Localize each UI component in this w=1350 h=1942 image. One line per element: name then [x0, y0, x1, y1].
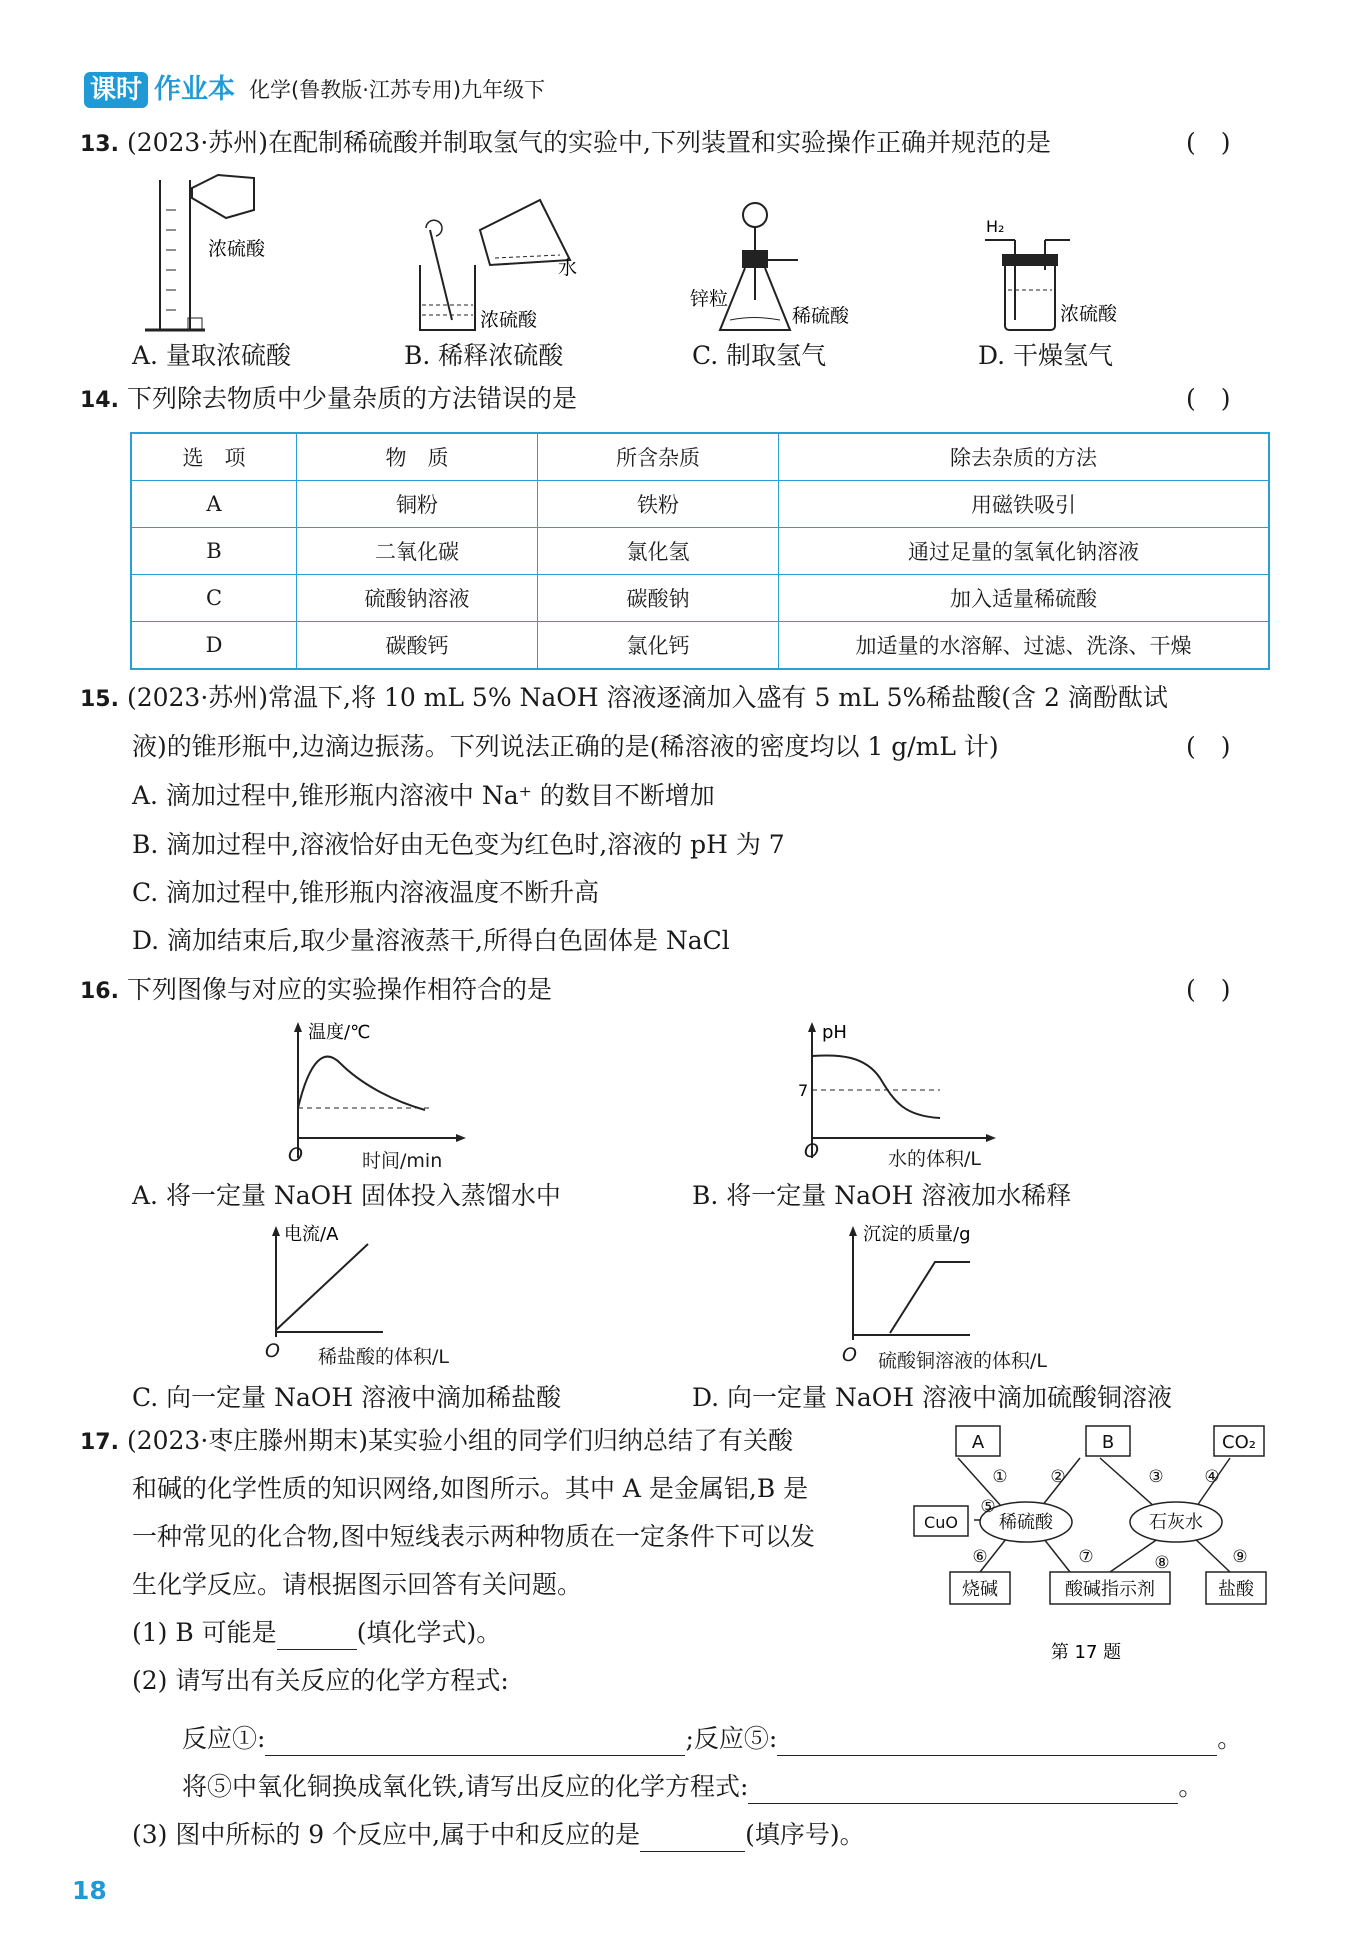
box-cuo-label: CuO — [924, 1513, 958, 1532]
box-b-label: B — [1101, 1432, 1115, 1453]
table-cell: 加入适量稀硫酸 — [779, 575, 1270, 622]
graph-c — [258, 1222, 388, 1342]
table-header-cell: 选 项 — [131, 433, 297, 481]
table-cell: 硫酸钠溶液 — [297, 575, 538, 622]
q13-option-d: D. 干燥氢气 — [978, 341, 1114, 370]
graph-b-tick: 7 — [798, 1081, 809, 1100]
table-cell: 二氧化碳 — [297, 528, 538, 575]
box-indicator-label: 酸碱指示剂 — [1065, 1579, 1155, 1600]
header-subtitle: 化学(鲁教版·江苏专用)九年级下 — [249, 78, 546, 102]
q14-text: 下列除去物质中少量杂质的方法错误的是 — [126, 384, 577, 413]
end-mark: 。 — [1178, 1772, 1204, 1801]
table-header-row — [131, 433, 1269, 481]
q15-option-c: C. 滴加过程中,锥形瓶内溶液温度不断升高 — [132, 878, 600, 907]
q17-sub2-fe — [182, 1770, 1203, 1804]
q17-sub3-prefix: (3) 图中所标的 9 个反应中,属于中和反应的是 — [132, 1820, 641, 1849]
q17-sub1 — [132, 1616, 501, 1650]
q15-stem-line1 — [80, 681, 1168, 717]
q15-line1: (2023·苏州)常温下,将 10 mL 5% NaOH 溶液逐滴加入盛有 5 mL 5%稀盐酸(含 2 滴酚酞试 — [126, 683, 1168, 712]
graph-b-xlabel: 水的体积/L — [888, 1148, 981, 1170]
label-a-acid: 浓硫酸 — [208, 238, 266, 260]
q16-number: 16. — [80, 979, 119, 1004]
graph-a-xlabel: 时间/min — [362, 1150, 443, 1172]
q15-number: 15. — [80, 687, 119, 712]
q13-answer-bracket: ( ) — [1186, 128, 1231, 157]
reaction-num-9: ⑨ — [1232, 1547, 1248, 1567]
page-number: 18 — [72, 1876, 107, 1905]
end-mark: 。 — [1217, 1724, 1243, 1753]
flask-figure — [690, 203, 850, 330]
header — [84, 72, 545, 108]
q17-line1 — [80, 1424, 793, 1460]
q17-sub2: (2) 请写出有关反应的化学方程式: — [132, 1666, 509, 1695]
q17-sub1-prefix: (1) B 可能是 — [132, 1618, 277, 1647]
logo-text: 作业本 — [154, 74, 236, 105]
reaction-num-2: ② — [1050, 1467, 1066, 1487]
table-cell: D — [131, 622, 297, 670]
reaction-num-3: ③ — [1148, 1467, 1164, 1487]
q14-stem — [80, 382, 577, 418]
q15-option-b: B. 滴加过程中,溶液恰好由无色变为红色时,溶液的 pH 为 7 — [132, 830, 785, 859]
table-cell: 用磁铁吸引 — [779, 481, 1270, 528]
table-row — [131, 575, 1269, 622]
q15-answer-bracket: ( ) — [1186, 732, 1231, 761]
table-cell: B — [131, 528, 297, 575]
q17-sub1-suffix: (填化学式)。 — [356, 1618, 502, 1647]
label-c-acid: 稀硫酸 — [792, 305, 850, 327]
q15-option-d: D. 滴加结束后,取少量溶液蒸干,所得白色固体是 NaCl — [132, 926, 730, 955]
graph-c-caption: C. 向一定量 NaOH 溶液中滴加稀盐酸 — [132, 1383, 562, 1412]
q17-text-line4: 生化学反应。请根据图示回答有关问题。 — [132, 1570, 583, 1599]
graph-c-ylabel: 电流/A — [284, 1224, 339, 1245]
graph-b-ylabel: pH — [822, 1022, 847, 1043]
q13-text: (2023·苏州)在配制稀硫酸并制取氢气的实验中,下列装置和实验操作正确并规范的是 — [126, 128, 1051, 157]
q14-table — [130, 432, 1270, 670]
graph-c-origin: O — [265, 1340, 280, 1362]
reaction-num-8: ⑧ — [1154, 1553, 1170, 1573]
table-row — [131, 528, 1269, 575]
q15-option-a: A. 滴加过程中,锥形瓶内溶液中 Na⁺ 的数目不断增加 — [132, 781, 715, 810]
table-cell: 氯化氢 — [538, 528, 779, 575]
q17-sub2-reactions — [182, 1722, 1242, 1756]
table-row — [131, 622, 1269, 670]
table-cell: 氯化钙 — [538, 622, 779, 670]
box-co2-label: CO₂ — [1222, 1432, 1256, 1453]
answer-blank-fe2o3[interactable] — [748, 1803, 1178, 1804]
reaction-num-6: ⑥ — [972, 1547, 988, 1567]
graph-d — [835, 1222, 1025, 1347]
q17-number: 17. — [80, 1430, 119, 1455]
answer-blank-reaction5[interactable] — [777, 1755, 1217, 1756]
reaction-num-5: ⑤ — [980, 1497, 996, 1517]
reaction5-label: ;反应⑤: — [685, 1724, 778, 1753]
label-d-acid: 浓硫酸 — [1060, 303, 1118, 325]
q16-text: 下列图像与对应的实验操作相符合的是 — [126, 975, 552, 1004]
q16-stem — [80, 973, 552, 1009]
beaker-figure — [420, 200, 577, 331]
q16-answer-bracket: ( ) — [1186, 975, 1231, 1004]
q14-number: 14. — [80, 388, 119, 413]
q13-stem — [80, 126, 1051, 162]
table-cell: C — [131, 575, 297, 622]
figure-caption: 第 17 题 — [1050, 1642, 1122, 1662]
table-cell: 碳酸钠 — [538, 575, 779, 622]
q14-answer-bracket: ( ) — [1186, 384, 1231, 413]
reaction1-label: 反应①: — [182, 1724, 266, 1753]
q13-number: 13. — [80, 132, 119, 157]
table-header-cell: 物 质 — [297, 433, 538, 481]
answer-blank-reaction1[interactable] — [265, 1755, 685, 1756]
q15-line2: 液)的锥形瓶中,边滴边振荡。下列说法正确的是(稀溶液的密度均以 1 g/mL 计) — [132, 732, 999, 761]
label-d-h2: H₂ — [986, 217, 1005, 236]
answer-blank-3[interactable] — [640, 1851, 745, 1852]
graph-d-caption: D. 向一定量 NaOH 溶液中滴加硫酸铜溶液 — [692, 1383, 1173, 1412]
graph-a-ylabel: 温度/℃ — [308, 1022, 371, 1043]
table-cell: 碳酸钙 — [297, 622, 538, 670]
reaction-num-4: ④ — [1204, 1467, 1220, 1487]
fe-question-text: 将⑤中氧化铜换成氧化铁,请写出反应的化学方程式: — [182, 1772, 749, 1801]
q17-reaction-network — [910, 1422, 1280, 1662]
graph-b-caption: B. 将一定量 NaOH 溶液加水稀释 — [692, 1181, 1072, 1210]
table-header-cell: 所含杂质 — [538, 433, 779, 481]
logo-badge: 课时 — [84, 72, 148, 108]
table-cell: 通过足量的氢氧化钠溶液 — [779, 528, 1270, 575]
table-header-cell: 除去杂质的方法 — [779, 433, 1270, 481]
graph-d-ylabel: 沉淀的质量/g — [863, 1224, 971, 1245]
table-cell: 铁粉 — [538, 481, 779, 528]
reaction-num-1: ① — [992, 1467, 1008, 1487]
q17-text-line3: 一种常见的化合物,图中短线表示两种物质在一定条件下可以发 — [132, 1522, 815, 1551]
q17-text-line2: 和碱的化学性质的知识网络,如图所示。其中 A 是金属铝,B 是 — [132, 1474, 809, 1503]
graph-a-origin: O — [288, 1144, 303, 1166]
graph-c-xlabel: 稀盐酸的体积/L — [318, 1346, 449, 1368]
label-b-water: 水 — [558, 257, 578, 279]
reaction-num-7: ⑦ — [1078, 1547, 1094, 1567]
q13-option-c: C. 制取氢气 — [692, 341, 827, 370]
cylinder-figure — [145, 175, 266, 330]
label-c-zinc: 锌粒 — [690, 288, 729, 310]
table-cell: 铜粉 — [297, 481, 538, 528]
answer-blank-1[interactable] — [277, 1649, 357, 1650]
oval-lime-label: 石灰水 — [1149, 1512, 1203, 1533]
box-a-label: A — [971, 1432, 985, 1453]
label-b-acid: 浓硫酸 — [480, 309, 538, 331]
graph-a-caption: A. 将一定量 NaOH 固体投入蒸馏水中 — [132, 1181, 561, 1210]
q17-sub3-suffix: (填序号)。 — [745, 1820, 865, 1849]
box-shaojian-label: 烧碱 — [962, 1579, 998, 1600]
washing-bottle-figure — [985, 217, 1118, 330]
q13-option-a: A. 量取浓硫酸 — [132, 341, 291, 370]
table-cell: 加适量的水溶解、过滤、洗涤、干燥 — [779, 622, 1270, 670]
table-row — [131, 481, 1269, 528]
graph-d-xlabel: 硫酸铜溶液的体积/L — [878, 1350, 1047, 1372]
box-hcl-label: 盐酸 — [1218, 1579, 1254, 1600]
oval-acid-label: 稀硫酸 — [999, 1512, 1053, 1533]
q13-option-b: B. 稀释浓硫酸 — [404, 341, 564, 370]
q17-sub3 — [132, 1818, 865, 1852]
graph-b-origin: O — [804, 1140, 819, 1162]
q17-text-line1: (2023·枣庄滕州期末)某实验小组的同学们归纳总结了有关酸 — [126, 1426, 794, 1455]
graph-d-origin: O — [842, 1344, 857, 1366]
table-cell: A — [131, 481, 297, 528]
